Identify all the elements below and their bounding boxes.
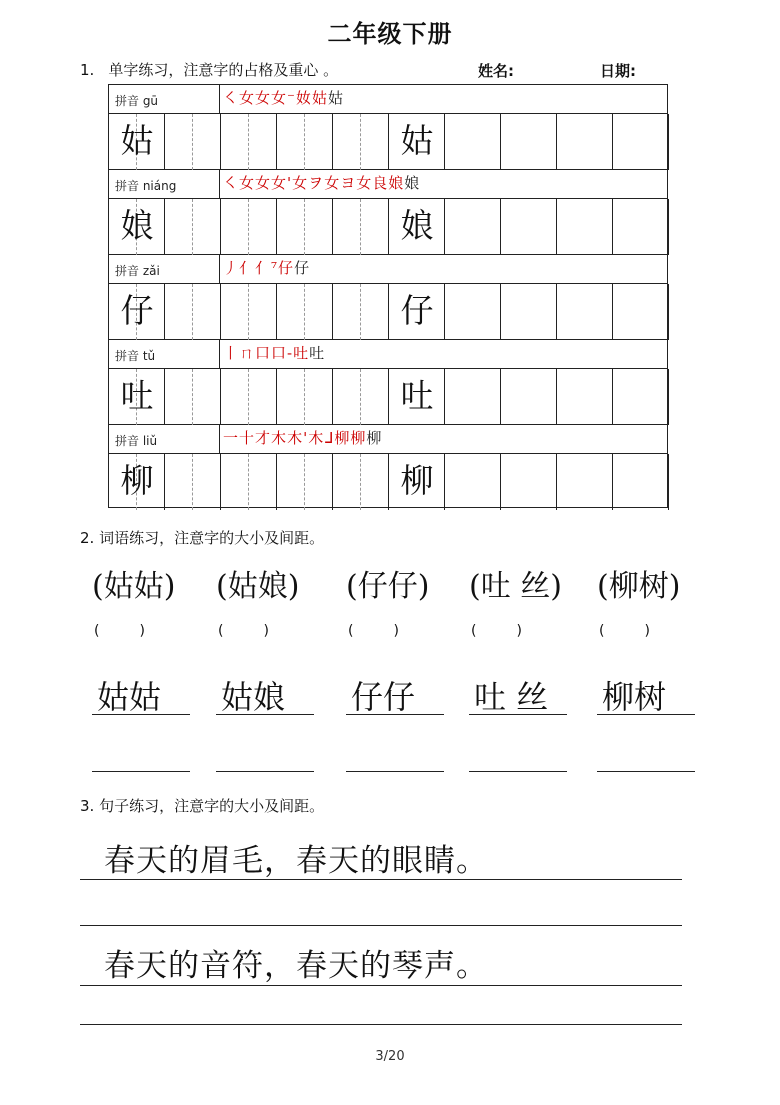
writing-cell[interactable] <box>277 199 333 255</box>
stroke-order <box>223 87 344 108</box>
stroke-step: 女良 <box>356 174 389 192</box>
writing-cell[interactable] <box>445 199 501 255</box>
stroke-order <box>223 257 310 278</box>
writing-cell[interactable] <box>445 454 501 510</box>
stroke-step: 丨 <box>223 344 240 362</box>
model-character: 姑 <box>120 121 154 160</box>
section2-instruction: 2. 词语练习，注意字的大小及间距。 <box>80 529 325 547</box>
pinyin-separator <box>219 255 220 283</box>
writing-cell[interactable] <box>333 284 389 340</box>
writing-cell[interactable] <box>109 114 165 170</box>
model-character: 娘 <box>400 206 434 245</box>
writing-cell[interactable] <box>333 369 389 425</box>
stroke-step: 才 <box>255 429 272 447</box>
pinyin-separator <box>219 170 220 198</box>
pinyin-blank[interactable]: ( ) <box>471 623 522 639</box>
writing-cell[interactable] <box>165 114 221 170</box>
stroke-step: 吐 <box>309 344 326 362</box>
stroke-step: 口- <box>271 344 294 362</box>
writing-cell[interactable] <box>221 454 277 510</box>
sentence-model: 春天的眉毛，春天的眼睛。 <box>104 843 488 879</box>
word-trace: 吐 丝 <box>474 678 549 716</box>
writing-cell[interactable] <box>445 284 501 340</box>
model-character: 柳 <box>120 461 154 500</box>
writing-cell[interactable] <box>109 369 165 425</box>
writing-cell[interactable] <box>277 369 333 425</box>
writing-line[interactable] <box>346 714 444 715</box>
writing-cell[interactable] <box>501 369 557 425</box>
model-character: 柳 <box>400 461 434 500</box>
writing-cell[interactable] <box>165 369 221 425</box>
stroke-step: ㇛ <box>223 89 240 107</box>
stroke-step: 女ヨ <box>324 174 357 192</box>
sentence-writing-line[interactable] <box>80 879 682 880</box>
writing-cell[interactable] <box>501 199 557 255</box>
sentence-writing-line[interactable] <box>80 925 682 926</box>
sentence-model: 春天的音符，春天的琴声。 <box>104 948 488 984</box>
writing-cell[interactable] <box>613 114 669 170</box>
pinyin-blank[interactable]: ( ) <box>348 623 399 639</box>
stroke-step: 女⁻ <box>271 89 296 107</box>
writing-cell[interactable] <box>501 114 557 170</box>
stroke-step: 木' <box>287 429 309 447</box>
writing-cell[interactable] <box>389 199 445 255</box>
pinyin-row <box>109 255 667 284</box>
section1-number: 1. <box>80 61 95 79</box>
word-model: (姑姑) <box>92 569 176 604</box>
writing-cell[interactable] <box>557 369 613 425</box>
stroke-step: ㇛ <box>223 174 240 192</box>
pinyin-separator <box>219 340 220 368</box>
writing-cell[interactable] <box>165 454 221 510</box>
word-model: (仔仔) <box>346 569 430 604</box>
writing-cell[interactable] <box>501 284 557 340</box>
writing-line[interactable] <box>92 771 190 772</box>
writing-cell[interactable] <box>389 454 445 510</box>
stroke-step: 娘 <box>388 174 405 192</box>
pinyin-label: 拼音 tǔ <box>115 349 156 363</box>
stroke-step: 柳 <box>350 429 367 447</box>
writing-cell[interactable] <box>277 284 333 340</box>
writing-cell[interactable] <box>333 114 389 170</box>
word-model: (吐 丝) <box>469 569 562 604</box>
writing-cell[interactable] <box>221 199 277 255</box>
stroke-step: 亻 <box>239 259 256 277</box>
model-character: 姑 <box>400 121 434 160</box>
pinyin-row <box>109 85 667 114</box>
writing-cell[interactable] <box>109 199 165 255</box>
writing-cell[interactable] <box>389 114 445 170</box>
stroke-step: 亻⁷ <box>255 259 279 277</box>
writing-cell[interactable] <box>557 284 613 340</box>
stroke-step: 姑 <box>311 89 328 107</box>
character-practice-table <box>108 84 668 508</box>
page-title: 二年级下册 <box>327 20 453 48</box>
writing-cell[interactable] <box>221 284 277 340</box>
writing-grid-row <box>109 369 667 425</box>
writing-cell[interactable] <box>613 199 669 255</box>
writing-cell[interactable] <box>445 369 501 425</box>
date-label: 日期: <box>600 62 636 80</box>
sentence-writing-line[interactable] <box>80 1024 682 1025</box>
writing-cell[interactable] <box>557 114 613 170</box>
writing-cell[interactable] <box>109 454 165 510</box>
writing-cell[interactable] <box>389 369 445 425</box>
stroke-order <box>223 342 325 363</box>
writing-cell[interactable] <box>333 199 389 255</box>
stroke-step: 女 <box>239 174 256 192</box>
stroke-step: 木ᒧ <box>308 429 335 447</box>
writing-cell[interactable] <box>333 454 389 510</box>
sentence-writing-line[interactable] <box>80 985 682 986</box>
stroke-step: 娘 <box>404 174 421 192</box>
model-character: 吐 <box>120 376 154 415</box>
model-character: 娘 <box>120 206 154 245</box>
writing-line[interactable] <box>469 714 567 715</box>
pinyin-label: 拼音 gū <box>115 94 159 108</box>
stroke-step: 一 <box>223 429 240 447</box>
writing-cell[interactable] <box>221 114 277 170</box>
writing-grid-row <box>109 114 667 170</box>
writing-cell[interactable] <box>445 114 501 170</box>
pinyin-blank[interactable]: ( ) <box>94 623 145 639</box>
pinyin-blank[interactable]: ( ) <box>218 623 269 639</box>
pinyin-separator <box>219 85 220 113</box>
stroke-order <box>223 427 382 448</box>
pinyin-row <box>109 340 667 369</box>
stroke-step: 仔 <box>294 259 311 277</box>
stroke-step: 奻 <box>295 89 312 107</box>
pinyin-label: 拼音 zǎi <box>115 264 160 278</box>
pinyin-row <box>109 170 667 199</box>
writing-grid-row <box>109 284 667 340</box>
stroke-step: 口 <box>255 344 272 362</box>
word-trace: 仔仔 <box>351 678 416 716</box>
writing-line[interactable] <box>346 771 444 772</box>
pinyin-blank[interactable]: ( ) <box>599 623 650 639</box>
writing-line[interactable] <box>216 714 314 715</box>
writing-cell[interactable] <box>613 454 669 510</box>
name-label: 姓名: <box>478 62 514 80</box>
writing-cell[interactable] <box>613 284 669 340</box>
stroke-step: 女' <box>271 174 293 192</box>
writing-grid-row <box>109 199 667 255</box>
writing-line[interactable] <box>216 771 314 772</box>
section1-text: 单字练习，注意字的占格及重心 。 <box>108 61 339 79</box>
writing-cell[interactable] <box>277 454 333 510</box>
word-model: (柳树) <box>597 569 681 604</box>
pinyin-row <box>109 425 667 454</box>
word-trace: 姑姑 <box>97 678 162 716</box>
model-character: 吐 <box>400 376 434 415</box>
pinyin-separator <box>219 425 220 453</box>
writing-grid-row <box>109 454 667 510</box>
writing-cell[interactable] <box>277 114 333 170</box>
stroke-step: 柳 <box>366 429 383 447</box>
writing-cell[interactable] <box>557 199 613 255</box>
stroke-step: 姑 <box>328 89 345 107</box>
stroke-step: 女 <box>255 174 272 192</box>
stroke-step: 柳 <box>334 429 351 447</box>
word-trace: 姑娘 <box>221 678 286 716</box>
writing-cell[interactable] <box>109 284 165 340</box>
pinyin-label: 拼音 liǔ <box>115 434 158 448</box>
writing-line[interactable] <box>597 714 695 715</box>
model-character: 仔 <box>400 291 434 330</box>
page-number: 3/20 <box>375 1049 405 1064</box>
writing-cell[interactable] <box>613 369 669 425</box>
writing-cell[interactable] <box>557 454 613 510</box>
stroke-step: 女 <box>239 89 256 107</box>
stroke-order <box>223 172 420 193</box>
stroke-step: 吐 <box>293 344 310 362</box>
stroke-step: 十 <box>239 429 256 447</box>
word-trace: 柳树 <box>602 678 667 716</box>
word-model: (姑娘) <box>216 569 300 604</box>
stroke-step: 仔 <box>278 259 295 277</box>
writing-line[interactable] <box>597 771 695 772</box>
stroke-step: ㄇ <box>239 344 256 362</box>
writing-line[interactable] <box>92 714 190 715</box>
writing-cell[interactable] <box>389 284 445 340</box>
stroke-step: 女 <box>255 89 272 107</box>
stroke-step: 丿 <box>223 259 240 277</box>
pinyin-label: 拼音 niáng <box>115 179 177 193</box>
model-character: 仔 <box>120 291 154 330</box>
writing-line[interactable] <box>469 771 567 772</box>
stroke-step: 木 <box>271 429 288 447</box>
stroke-step: 女ヲ <box>292 174 325 192</box>
writing-cell[interactable] <box>165 199 221 255</box>
writing-cell[interactable] <box>165 284 221 340</box>
writing-cell[interactable] <box>501 454 557 510</box>
section1-instruction <box>80 59 338 80</box>
writing-cell[interactable] <box>221 369 277 425</box>
section3-instruction: 3. 句子练习，注意字的大小及间距。 <box>80 797 325 815</box>
